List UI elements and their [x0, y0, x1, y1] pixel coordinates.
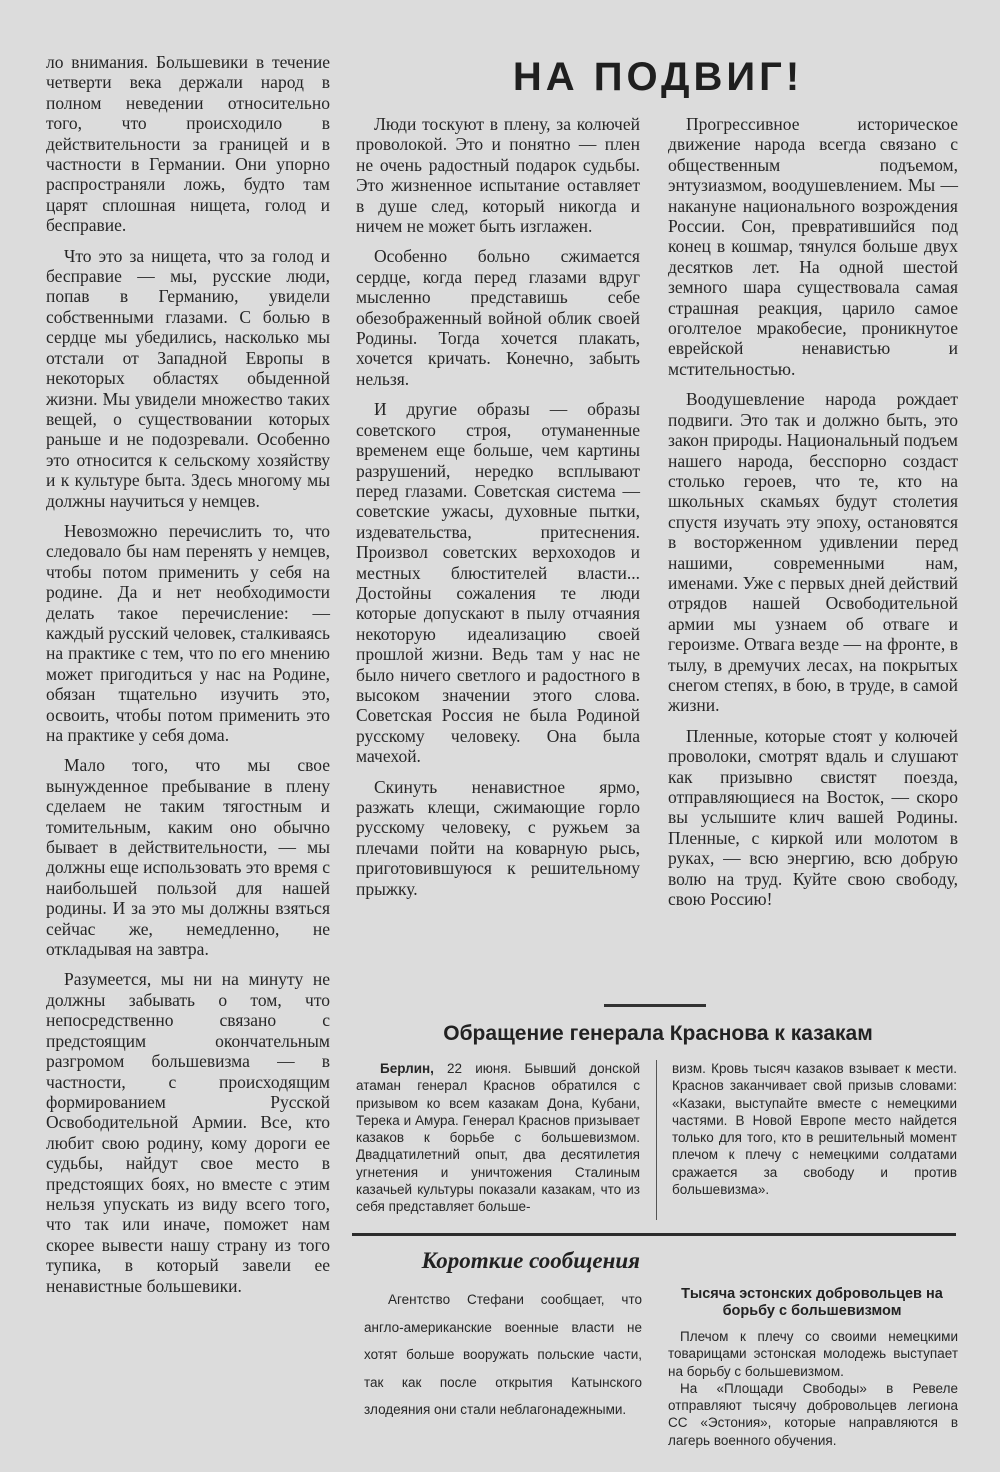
paragraph: Невозможно перечислить то, что следовало бы нам перенять у немцев, чтобы потом применить у себя на родине. Да и нет необходимости делать такое перечисление: — каждый русский человек, сталкиваясь на практике с тем, что по его мнению может пригодиться у нас на Родине, обязан тщательно изучить это, освоить, чтобы потом применить это на практике у себя дома. — [46, 520, 330, 745]
article-column-right — [668, 114, 958, 919]
paragraph: Плечом к плечу со своими немецкими товарищами эстонская молодежь выступает на борьбу с большевизмом. — [668, 1329, 958, 1379]
paragraph: Особенно больно сжимается сердце, когда перед глазами вдруг мысленно представишь себе обезображенный войной облик своей Родины. Тогда хочется плакать, хочется кричать. Конечно, забыть нельзя. — [356, 246, 640, 389]
section-divider — [352, 1233, 956, 1236]
paragraph: Воодушевление народа рождает подвиги. Это так и должно быть, это закон природы. Национальный подъем нашего народа, бесспорно создаст столько героев, что те, кто на школьных скамьях будут столетия спустя изучать эту эпоху, остановятся в восторженном удивлении перед нашими, современными нам, именами. Уже с первых дней действий отрядов нашей Освободительной армии мы узнаем об отваге и героизме. Отвага везде — на фронте, в тылу, в дремучих лесах, на покрытых снегом степях, в бою, в труде, в самой жизни. — [668, 389, 958, 716]
article-continuation-column — [46, 52, 330, 1306]
paragraph: Скинуть ненавистное ярмо, разжать клещи, сжимающие горло русскому человеку, с ружьем за плечами пойти на коварную рысь, приготовившуюся к решительному прыжку. — [356, 776, 640, 899]
paragraph: визм. Кровь тысяч казаков взывает к мести. Краснов заканчивает свой призыв словами: «Казаки, выступайте вместе с немецкими частями. В Новой Европе место найдется только для того, кто в решительный момент плечом к плечу с немецкими солдатами сражается за свободу и против большевизма». — [672, 1061, 957, 1198]
column-divider — [656, 1060, 657, 1220]
article-headline: НА ПОДВИГ! — [512, 55, 804, 99]
section-divider — [604, 1004, 706, 1007]
estonian-volunteers-headline: Тысяча эстонских добровольцев на борьбу с большевизмом — [681, 1286, 943, 1319]
paragraph: Что это за нищета, что за голод и бесправие — мы, русские люди, попав в Германию, увидели собственными глазами. С болью в сердце мы убедились, насколько мы отстали от Западной Европы в некоторых областях обыденной жизни. Мы увидели множество таких вещей, о существовании которых раньше и не подозревали. Особенно это относится к сельскому хозяйству и к культуре быта. Здесь многому мы должны научиться у немцев. — [46, 245, 330, 511]
paragraph: Люди тоскуют в плену, за колючей проволокой. Это и понятно — плен не очень радостный подарок судьбы. Это жизненное испытание оставляет в душе след, который никогда и ничем не может быть изглажен. — [356, 114, 640, 237]
estonian-volunteers-text — [668, 1328, 958, 1449]
paragraph — [356, 1060, 640, 1216]
paragraph: Мало того, что мы свое вынужденное пребывание в плену сделаем не таким тягостным и томительным, каким оно обычно бывает в действительности, — мы должны еще использовать это время с наибольшей пользой для нашей родины. И за это мы должны взяться сейчас же, немедленно, не откладывая на завтра. — [46, 755, 330, 960]
paragraph: На «Площади Свободы» в Ревеле отправляют тысячу добровольцев легиона СС «Эстония», которые направляются в лагерь военного обучения. — [668, 1380, 958, 1448]
krasnov-headline: Обращение генерала Краснова к казакам — [443, 1022, 873, 1045]
short-news-heading: Короткие сообщения — [421, 1248, 640, 1273]
dateline: Берлин, — [380, 1061, 434, 1076]
paragraph: И другие образы — образы советского строя, отуманенные временем еще больше, чем картины разрушений, нередко всплывают перед глазами. Советская система — советские ужасы, духовные пытки, издевательства, притеснения. Произвол советских верхоходов и местных блюстителей власти... Достойны сожаления те люди которые допускают в пылу отчаяния некоторую идеализацию своей прошлой жизни. Ведь там у нас не было ничего светлого и радостного в высоком значении этого слова. Советская Россия не была Родиной русскому человеку. Она была мачехой. — [356, 399, 640, 767]
short-news-item: Агентство Стефани сообщает, что англо-американские военные власти не хотят больше вооружать польские части, так как после открытия Катынского злодеяния они стали неблагонадежными. — [364, 1292, 642, 1417]
paragraph: Пленные, которые стоят у колючей проволоки, смотрят вдаль и слушают как призывно свистят поезда, отправляющиеся на Восток, — скоро вы услышите клич вашей Родины. Пленные, с киркой или молотом в руках, — всю энергию, всю добрую волю на труд. Куйте свою свободу, свою Россию! — [668, 725, 958, 910]
krasnov-text-right — [672, 1060, 957, 1198]
paragraph-text: 22 июня. Бывший донской атаман генерал Краснов обратился с призывом ко всем казакам Дона, Кубани, Терека и Амура. Генерал Краснов призывает казаков к борьбе с большевизмом. Двадцатилетний опыт, два десятилетия угнетения и уничтожения Сталиным казачьей культуры показали казакам, что из себя представляет больше- — [356, 1061, 640, 1215]
krasnov-text-left — [356, 1060, 640, 1216]
paragraph: ло внимания. Большевики в течение четверти века держали народ в полном неведении относительно того, что происходило в действительности за границей и в частности в Германии. Они упорно распространяли ложь, будто там царят сплошная нищета, голод и бесправие. — [46, 52, 330, 236]
paragraph: Разумеется, мы ни на минуту не должны забывать о том, что непосредственно связано с предстоящим окончательным разгромом большевизма — в частности, с происходящим формированием Русской Освободительной Армии. Все, кто любит свою родину, кому дороги ее судьбы, найдут свое место в предстоящих боях, но вместе с этим нельзя упускать из виду всего того, что так или иначе, поможет нам скорее вывести нашу страну из того тупика, в который завели ее ненавистные большевики. — [46, 969, 330, 1296]
paragraph: Прогрессивное историческое движение народа всегда связано с общественным подъемом, энтузиазмом, воодушевлением. Мы — накануне национального возрождения России. Сон, превратившийся под конец в кошмар, тянулся больше двух десятков лет. На одной шестой земного шара существовала самая страшная реакция, царило самое оголтелое мракобесие, проникнутое еврейской ненавистью и мстительностью. — [668, 114, 958, 379]
article-column-left — [356, 114, 640, 909]
